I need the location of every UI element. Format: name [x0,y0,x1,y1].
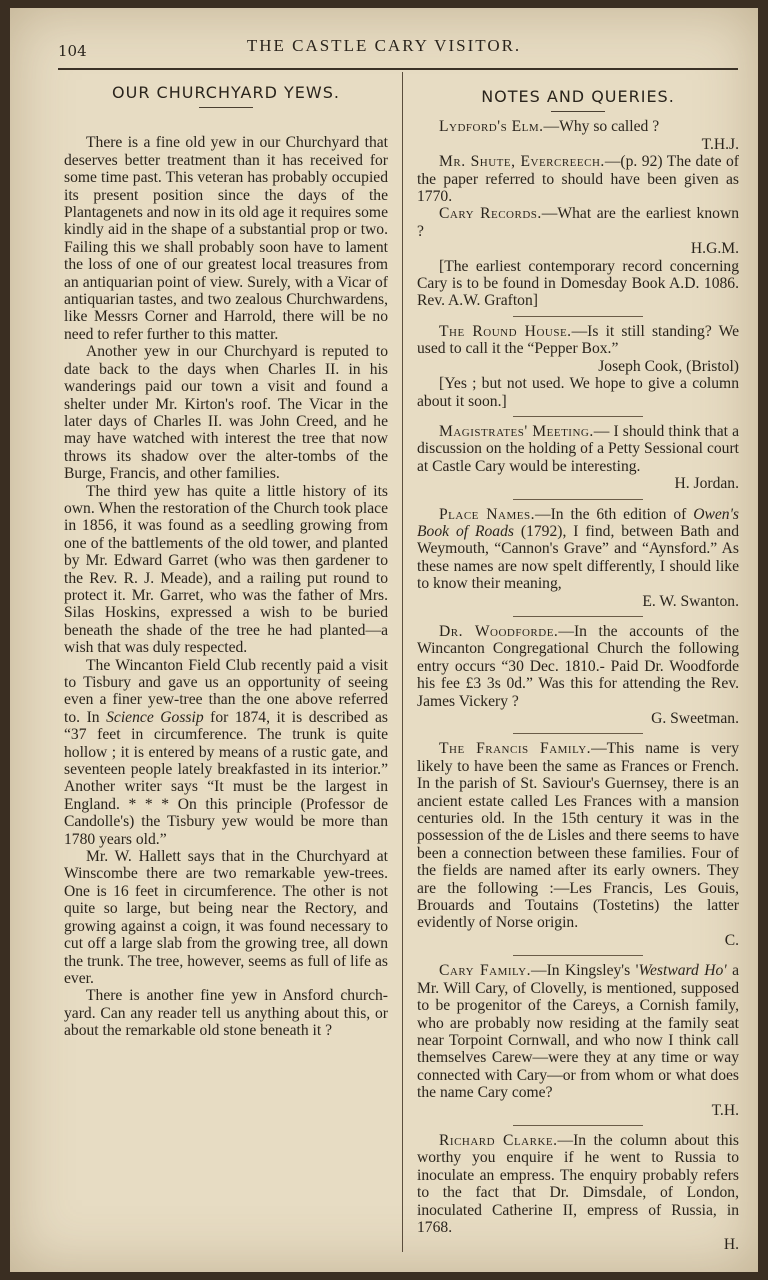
query-text: —In the 6th edition of [534,505,694,523]
query-signature: H.G.M. [690,240,739,258]
query-title: Place Names. [439,505,535,523]
article-heading: OUR CHURCHYARD YEWS. [112,83,340,102]
query-text: — I should think that a discussion on the holding of a Petty Sessional court at Castle Cary would be interesting. [417,422,739,475]
document-page [10,8,758,1272]
query-item [417,205,739,240]
article-paragraph: Mr. W. Hallett says that in the Churchyard at Winscombe there are two remarkable yew-trees. One is 16 feet in circumference. The other is not quite so large, but being near the Rectory, and growing against a coign, it was found necessary to cut off a large slab from the growing tree, all down the trunk. The tree, however, seems as full of life as ever. [64,848,388,987]
editor-reply: [The earliest contemporary record concerning Cary is to be found in Domesday Book A.D. 1086. Rev. A.W. Grafton] [417,257,739,310]
query-text: —In the accounts of the Wincanton Congregational Church the following entry occurs “30 Dec. 1810.- Paid Dr. Woodforde his fee £3 3s 0d.” Was this for attending the Rev. James Vickery ? [417,622,740,710]
separator [513,1125,643,1126]
query-text: —In the column about this worthy you enquire if he went to Russia to inoculate an empress. The enquiry probably refers to the fact that Dr. Dimsdale, of London, inoculated Catherine II, empress of Russia, in 1768. [417,1131,739,1236]
page-title: THE CASTLE CARY VISITOR. [246,36,522,55]
separator [513,733,643,734]
query-title: Richard Clarke. [439,1131,558,1149]
page-number: 104 [58,42,87,60]
header-rule [58,68,738,70]
query-title: Cary Family. [439,962,531,980]
article-paragraph: There is another fine yew in Ansford church-yard. Can any reader tell us anything about this, or about the remarkable old stone beneath it ? [64,987,388,1040]
query-title: Dr. Woodforde. [439,622,559,640]
query-item [417,118,739,135]
notes-heading: NOTES AND QUERIES. [481,87,675,106]
article-paragraph: Another yew in our Churchyard is reputed to date back to the days when Charles II. in his wanderings paid our town a visit and found a shelter under Mr. Kirton's roof. The Vicar in the later days of Charles II. was John Creed, and he may have watched with interest the tree that now throws its shadow over the alter-tombs of the Burge, Francis, and other families. [64,343,388,483]
column-divider [402,72,403,1252]
query-signature: C. [724,931,739,949]
query-text: —Is it still standing? We used to call it the “Pepper Box.” [417,322,740,358]
query-title: Mr. Shute, Evercreech. [439,153,605,171]
separator [513,955,643,956]
query-signature: H. [723,1236,739,1254]
notes-column [417,76,739,1254]
editor-reply: [Yes ; but not used. We hope to give a column about it soon.] [417,375,739,410]
separator [513,499,643,500]
query-text: (1792), I find, between Bath and Weymouth, “Cannon's Grave” and “Aynsford.” As these names are now spelt differently, I should like to know their meaning, [417,522,739,593]
page-header [10,8,758,70]
query-title: Lydford's Elm. [439,118,544,136]
heading-rule [551,111,605,112]
query-text: —What are the earliest known ? [417,205,739,240]
query-item [417,153,739,205]
article-paragraph: The third yew has quite a little history of its own. When the restoration of the Church took place in 1856, it was found as a seedling growing from one of the battlements of the old tower, and planted by Mr. Edward Garret (who was then gardener to the Rev. R. J. Meade), and a railing put round to protect it. Mr. Garret, who was the father of Mrs. Silas Hoskins, expressed a wish to be buried beneath the shade of the tree he had planted—a wish that was duly respected. [64,482,388,657]
query-item [417,1132,739,1236]
query-text: —In Kingsley's ' [530,962,639,980]
separator [513,316,643,317]
query-text: a Mr. Will Cary, of Clovelly, is mentioned, supposed to be progenitor of the Careys, a Cornish family, who are probably now residing at the family seat near Torpoint Cornwall, and who now I think call themselves Carew—were they at any time or way connected with Cary—or from whom or what does the name Cary come? [417,962,739,1102]
query-signature: G. Sweetman. [651,710,739,727]
article-text: for 1874, it is described as “37 feet in circumference. The trunk is quite hollow ; it is entered by means of a rustic gate, and seventeen people lately breakfasted in its interior.” Another writer says “It must be the largest in England. * * * On this principle (Professor de Candolle's) the Tisbury yew would be more than 1780 years old.” [64,708,388,848]
query-signature: E. W. Swanton. [642,592,739,610]
query-text: —(p. 92) The date of the paper referred to should have been given as 1770. [417,153,739,206]
query-item [417,323,739,358]
query-signature: H. Jordan. [674,475,739,493]
separator [513,416,643,417]
query-item [417,962,739,1101]
article-text: The Wincanton Field Club recently paid a visit to Tisbury and gave us an opportunity of seeing even a finer yew-tree than the one above referred to. In [64,656,388,726]
query-text: —This name is very likely to have been the same as Frances or French. In the parish of St. Saviour's Guernsey, there is an ancient estate called Les Frances with a mansion centuries old. In the 15th century it was in the possession of the de Lisles and there seems to have been a connection between these families. Four of the fields are named after its early owners. They are the following :—Les Francis, Les Gouis, Brouards and Toutains (Tostetins) the latter evidently of Norse origin. [417,740,739,932]
article-paragraph [64,657,388,848]
query-title: The Francis Family. [439,740,592,758]
query-title: The Round House. [439,322,572,340]
article-column [64,76,388,1040]
query-title: Magistrates' Meeting. [439,422,594,440]
heading-rule [199,107,253,108]
article-paragraph: There is a fine old yew in our Churchyard that deserves better treatment than it has received for some time past. This veteran has probably occupied its present position since the days of the Plantagenets and now in its old age it requires some kindly aid in the shape of a substantial prop or two. Failing this we shall probably soon have to lament the loss of one of our greatest local treasures from an antiquarian point of view. Surely, with a Vicar of antiquarian tastes, and two zealous Churchwardens, like Messrs Corner and Harrold, there will be no need to refer further to this matter. [64,134,388,343]
query-item [417,423,739,475]
query-item [417,506,739,593]
query-italic-text: Owen's Book of Roads [417,505,739,540]
query-italic-text: Westward Ho' [638,962,727,980]
article-italic-text: Science Gossip [106,708,204,726]
query-text: —Why so called ? [543,118,660,136]
query-signature: T.H.J. [701,135,739,153]
separator [513,616,643,617]
query-signature: Joseph Cook, (Bristol) [598,357,739,375]
query-signature: T.H. [711,1101,739,1119]
query-title: Cary Records. [439,205,542,223]
query-item [417,740,739,931]
query-item [417,623,739,710]
